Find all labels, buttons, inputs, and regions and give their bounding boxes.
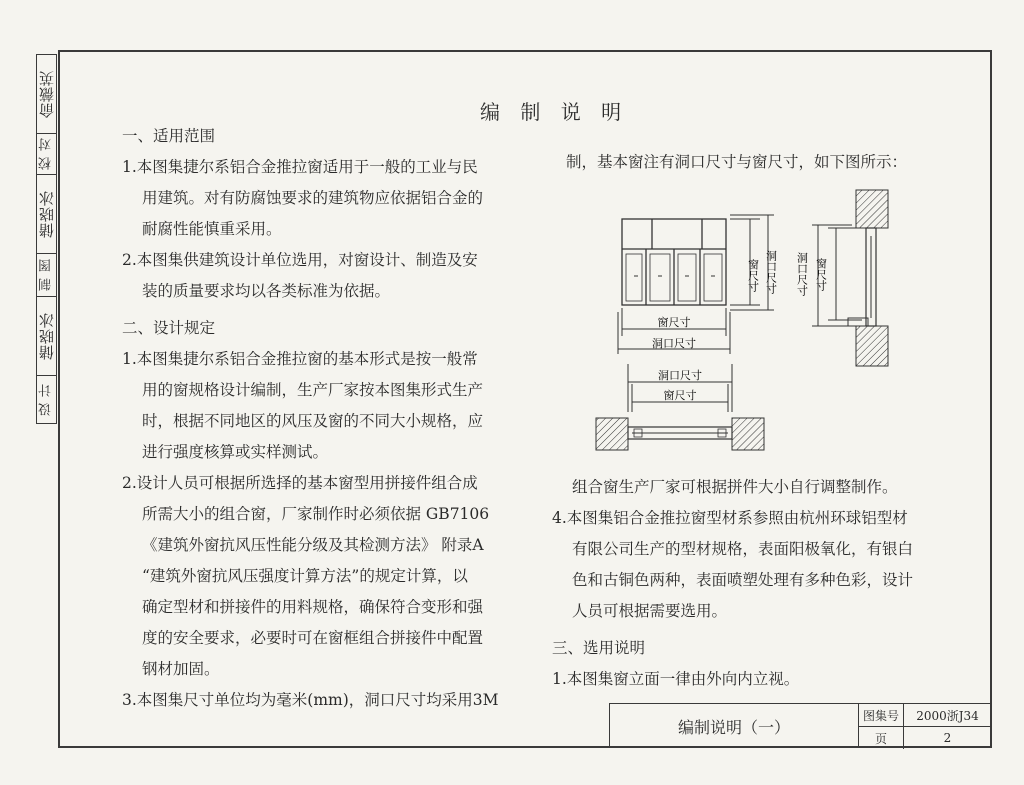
signature-cell xyxy=(37,55,56,134)
text-line: “建筑外窗抗风压强度计算方法”的规定计算，以 xyxy=(142,567,468,585)
role-cell xyxy=(37,376,56,423)
dim-label-section-opening: 洞口尺寸 xyxy=(795,252,809,296)
signature-drafter: 储晓冰 xyxy=(38,190,56,238)
text-line: 确定型材和拼接件的用料规格，确保符合变形和强 xyxy=(142,598,484,616)
role-label-proofread: 校 对 xyxy=(39,137,54,171)
signature-proofreader: 俞薇英 xyxy=(38,70,56,118)
text-line: 时，根据不同地区的风压及窗的不同大小规格，应 xyxy=(142,412,484,430)
text-line: 2.设计人员可根据所选择的基本窗型用拼接件组合成 xyxy=(122,474,478,492)
title-block-row xyxy=(859,704,991,727)
title-block xyxy=(609,703,992,748)
title-block-grid xyxy=(859,704,991,748)
section-title: 一、适用范围 xyxy=(122,127,216,145)
role-label-draw: 制 图 xyxy=(39,258,54,292)
text-line: 用建筑。对有防腐蚀要求的建筑物应依据铝合金的 xyxy=(142,189,484,207)
signature-strip xyxy=(36,54,57,424)
page-number: 2 xyxy=(943,731,952,745)
right-column-top xyxy=(566,147,946,178)
text-line: 制，基本窗注有洞口尺寸与窗尺寸，如下图所示： xyxy=(566,153,908,171)
section-title: 二、设计规定 xyxy=(122,319,216,337)
text-line: 耐腐性能慎重采用。 xyxy=(142,220,282,238)
text-line: 1.本图集窗立面一律由外向内立视。 xyxy=(552,670,800,688)
text-line: 1.本图集捷尔系铝合金推拉窗适用于一般的工业与民 xyxy=(122,158,478,176)
atlas-number-value: 2000浙J34 xyxy=(916,708,979,723)
text-line: 用的窗规格设计编制，生产厂家按本图集形式生产 xyxy=(142,381,484,399)
dim-label-opening-width: 洞口尺寸 xyxy=(652,337,696,350)
dim-label-plan-opening: 洞口尺寸 xyxy=(658,369,702,382)
signature-cell xyxy=(37,297,56,376)
text-line: 2.本图集供建筑设计单位选用，对窗设计、制造及安 xyxy=(122,251,478,269)
right-column-body xyxy=(552,472,947,695)
role-cell xyxy=(37,254,56,297)
text-line: 4.本图集铝合金推拉窗型材系参照由杭州环球铝型材 xyxy=(552,509,908,527)
section-title: 三、选用说明 xyxy=(552,639,646,657)
dim-label-opening-height: 洞口尺寸 xyxy=(764,250,778,294)
dim-label-window-width: 窗尺寸 xyxy=(657,316,691,329)
page-title: 编 制 说 明 xyxy=(480,100,629,124)
signature-designer: 储晓冰 xyxy=(38,312,56,360)
text-line: 人员可根据需要选用。 xyxy=(572,602,728,620)
title-block-name: 编制说明（一） xyxy=(610,704,859,748)
dim-label-plan-window: 窗尺寸 xyxy=(663,389,697,402)
text-line: 色和古铜色两种，表面喷塑处理有多种色彩，设计 xyxy=(572,571,914,589)
text-line: 3.本图集尺寸单位均为毫米(mm)，洞口尺寸均采用3M xyxy=(122,691,499,709)
window-elevation xyxy=(622,219,726,305)
text-line: 度的安全要求，必要时可在窗框组合拼接件中配置 xyxy=(142,629,484,647)
text-line: 组合窗生产厂家可根据拼件大小自行调整制作。 xyxy=(572,478,898,496)
text-line: 装的质量要求均以各类标准为依据。 xyxy=(142,282,391,300)
window-plan-section xyxy=(596,418,764,450)
role-cell xyxy=(37,134,56,175)
atlas-number-label: 图集号 xyxy=(859,704,904,726)
page-label: 页 xyxy=(859,727,904,749)
text-line: 钢材加固。 xyxy=(142,660,220,678)
text-line: 1.本图集捷尔系铝合金推拉窗的基本形式是按一般常 xyxy=(122,350,478,368)
text-line: 有限公司生产的型材规格，表面阳极氧化，有银白 xyxy=(572,540,914,558)
text-line: 所需大小的组合窗，厂家制作时必须依据 GB7106 xyxy=(142,505,490,523)
text-line: 进行强度核算或实样测试。 xyxy=(142,443,329,461)
dim-label-window-height: 窗尺寸 xyxy=(746,259,760,292)
signature-cell xyxy=(37,175,56,254)
dim-label-section-window: 窗尺寸 xyxy=(814,258,828,291)
window-section-vertical xyxy=(848,190,888,366)
window-dimension-diagram xyxy=(590,186,920,458)
title-block-row xyxy=(859,727,991,749)
left-column xyxy=(122,121,532,716)
text-line: 《建筑外窗抗风压性能分级及其检测方法》 附录A xyxy=(142,536,484,554)
role-label-design: 设 计 xyxy=(39,382,54,417)
